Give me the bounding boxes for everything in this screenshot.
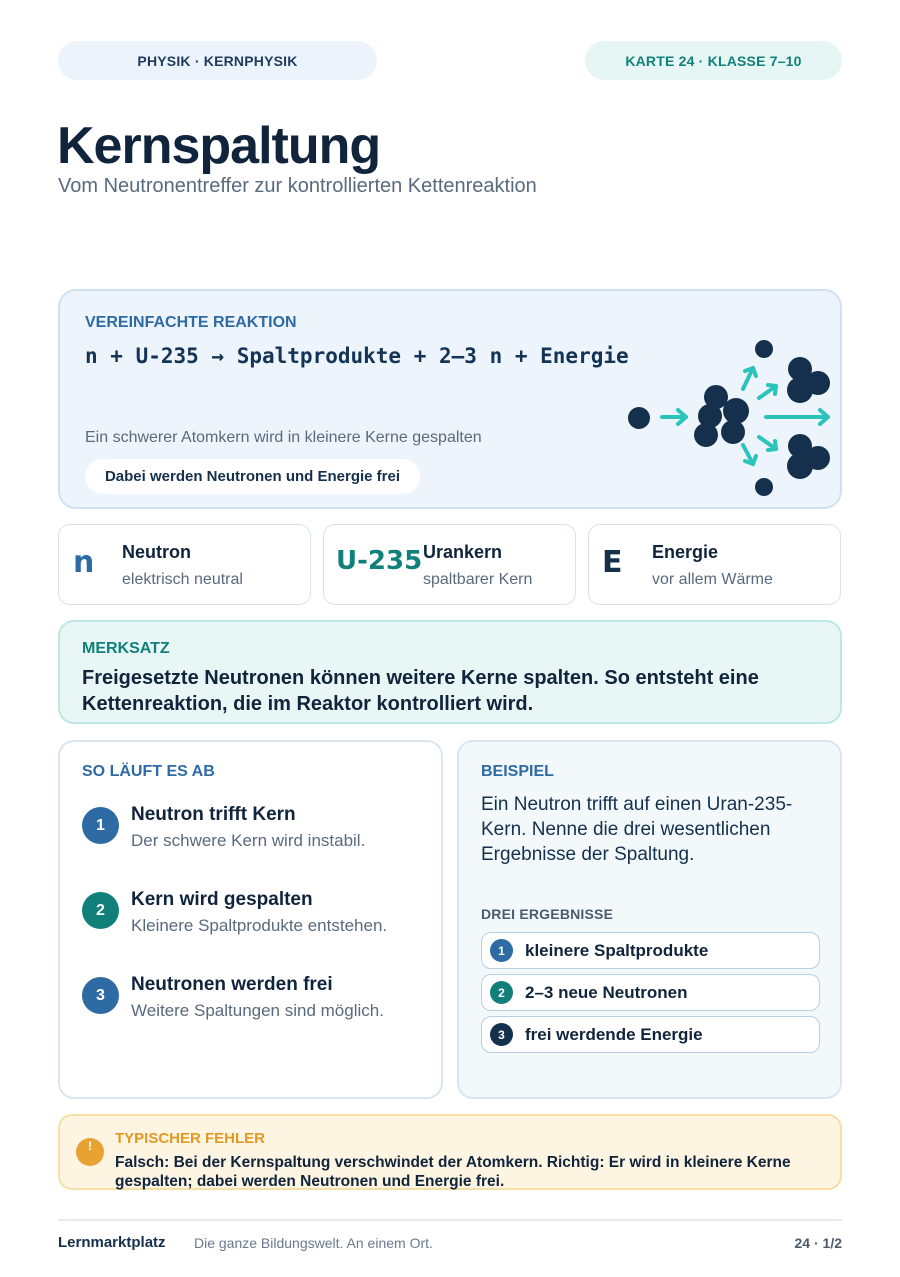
subject-pill: PHYSIK · KERNPHYSIK [58, 41, 377, 80]
footer-brand: Lernmarktplatz [58, 1234, 166, 1251]
result-text: frei werdende Energie [525, 1025, 703, 1044]
legend-desc: vor allem Wärme [652, 571, 773, 588]
step-title: Neutron trifft Kern [131, 804, 296, 825]
result-number: 1 [490, 939, 513, 962]
reaction-kicker: VEREINFACHTE REAKTION [85, 314, 297, 331]
step-desc: Kleinere Spaltprodukte entstehen. [131, 916, 388, 935]
fission-diagram-icon [626, 331, 836, 501]
page-number: 24 · 1/2 [794, 1235, 842, 1251]
step-desc: Weitere Spaltungen sind möglich. [131, 1001, 384, 1020]
reaction-description: Ein schwerer Atomkern wird in kleinere Kerne gespalten [85, 429, 482, 446]
warning-text: Falsch: Bei der Kernspaltung verschwindet der Atomkern. Richtig: Er wird in kleinere Kerne gespalten; dabei werden Neutronen und Energie frei. [115, 1154, 791, 1190]
steps-card [58, 740, 443, 1099]
legend-title: Urankern [423, 542, 503, 562]
result-number: 2 [490, 981, 513, 1004]
results-kicker: DREI ERGEBNISSE [481, 906, 614, 922]
warning-icon: ! [76, 1138, 104, 1166]
legend-title: Neutron [122, 542, 191, 562]
example-text: Ein Neutron trifft auf einen Uran-235-Kern. Nenne die drei wesentlichen Ergebnisse der Spaltung. [481, 794, 793, 865]
reaction-chip: Dabei werden Neutronen und Energie frei [85, 459, 420, 494]
reaction-formula: n + U-235 → Spaltprodukte + 2–3 n + Energie [85, 344, 629, 368]
legend-desc: elektrisch neutral [122, 571, 243, 588]
result-item [481, 932, 820, 969]
footer-divider [58, 1219, 842, 1221]
legend-card-energy [588, 524, 841, 605]
page-title: Kernspaltung [57, 117, 381, 175]
example-kicker: BEISPIEL [481, 763, 554, 780]
result-item [481, 974, 820, 1011]
step-desc: Der schwere Kern wird instabil. [131, 831, 366, 850]
legend-card-uranium [323, 524, 576, 605]
warning-box [58, 1114, 842, 1190]
page-subtitle: Vom Neutronentreffer zur kontrollierten Kettenreaktion [58, 175, 537, 197]
footer-tagline: Die ganze Bildungswelt. An einem Ort. [194, 1235, 433, 1251]
warning-kicker: TYPISCHER FEHLER [115, 1130, 266, 1147]
card-pill: KARTE 24 · KLASSE 7–10 [585, 41, 842, 80]
result-item [481, 1016, 820, 1053]
legend-symbol: E [602, 545, 623, 580]
legend-title: Energie [652, 542, 719, 562]
legend-symbol: U-235 [336, 546, 423, 576]
legend-symbol: n [73, 545, 95, 580]
step-number: 2 [82, 892, 119, 929]
legend-card-neutron [58, 524, 311, 605]
step-title: Kern wird gespalten [131, 889, 313, 910]
result-text: kleinere Spaltprodukte [525, 941, 709, 960]
result-number: 3 [490, 1023, 513, 1046]
step-title: Neutronen werden frei [131, 974, 333, 995]
example-card [457, 740, 842, 1099]
steps-kicker: SO LÄUFT ES AB [82, 763, 215, 780]
merksatz-kicker: MERKSATZ [82, 640, 170, 657]
merksatz-text: Freigesetzte Neutronen können weitere Kerne spalten. So entsteht eine Kettenreaktion, die im Reaktor kontrolliert wird. [82, 667, 759, 715]
result-text: 2–3 neue Neutronen [525, 983, 688, 1002]
step-number: 1 [82, 807, 119, 844]
merksatz-box [58, 620, 842, 724]
step-number: 3 [82, 977, 119, 1014]
reaction-panel [58, 289, 842, 509]
legend-desc: spaltbarer Kern [423, 571, 533, 588]
